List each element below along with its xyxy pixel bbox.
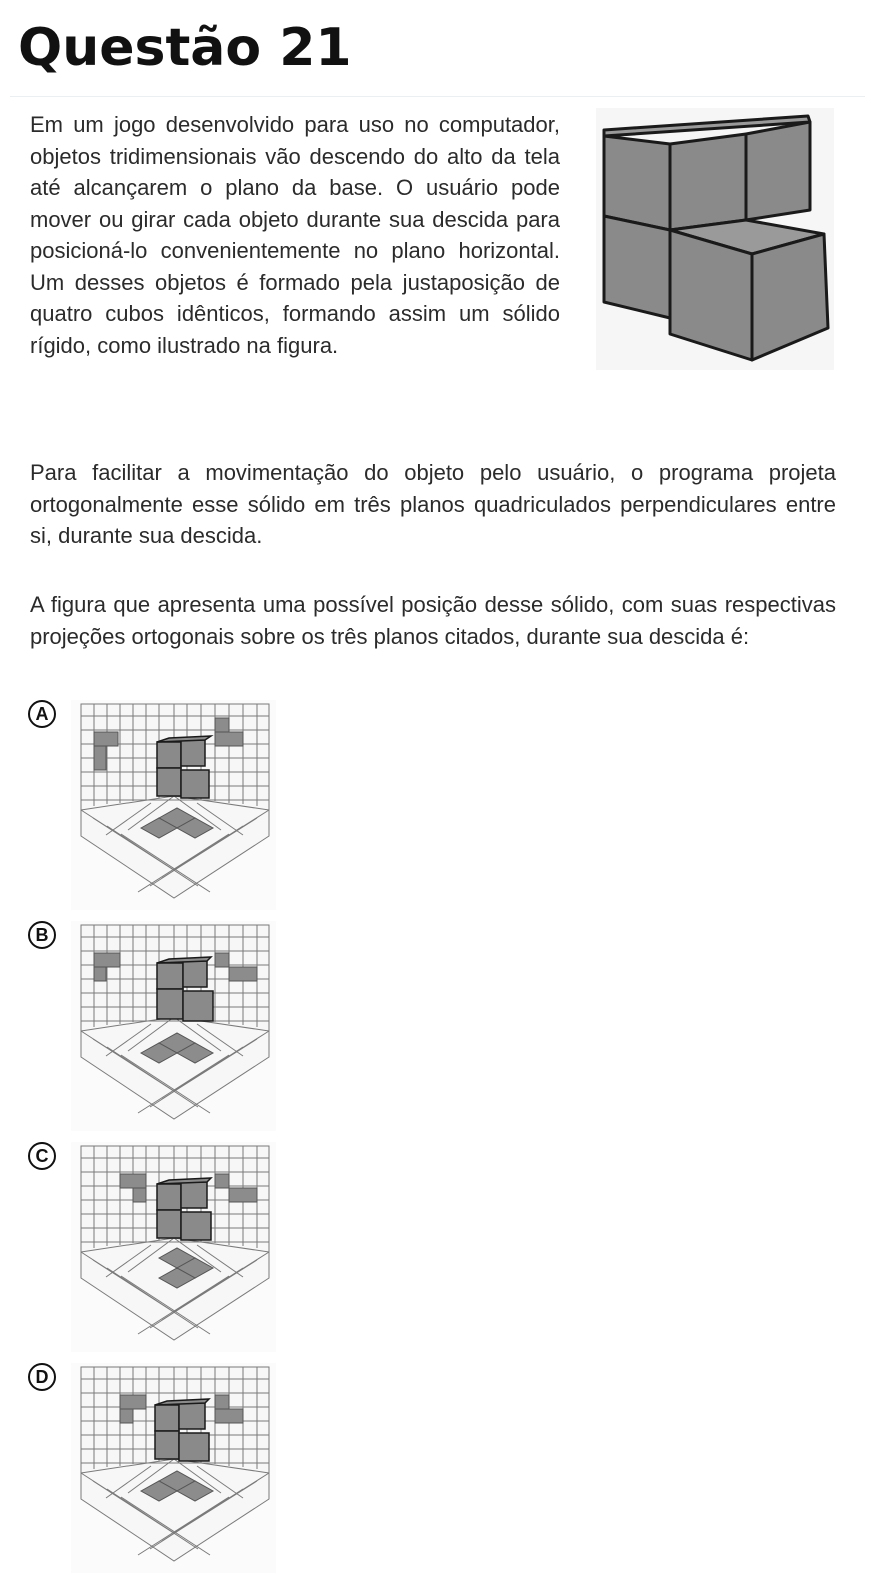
question-paragraph-3: A figura que apresenta uma possível posição desse sólido, com suas respectivas projeções ortogonais sobre os três planos citados, durante sua descida é: bbox=[30, 592, 836, 649]
title-divider bbox=[10, 96, 865, 97]
page-title: Questão 21 bbox=[18, 18, 352, 78]
option-d-figure[interactable] bbox=[71, 1363, 276, 1573]
question-paragraph-2: Para facilitar a movimentação do objeto pelo usuário, o programa projeta ortogonalmente esse sólido em três planos quadriculados perpendiculares entre si, durante sua descida. bbox=[30, 460, 836, 548]
option-a-figure[interactable] bbox=[71, 700, 276, 910]
cube-bottom-left-front bbox=[604, 216, 670, 318]
option-b-figure[interactable] bbox=[71, 921, 276, 1131]
option-c-figure[interactable] bbox=[71, 1142, 276, 1352]
option-c-letter[interactable]: C bbox=[28, 1142, 56, 1170]
option-b-letter[interactable]: B bbox=[28, 921, 56, 949]
cube-bottom-front bbox=[670, 230, 752, 360]
solid-figure bbox=[596, 108, 834, 370]
cube-top-side bbox=[746, 122, 810, 220]
question-paragraph-1: Em um jogo desenvolvido para uso no computador, objetos tridimensionais vão descendo do alto da tela até alcançarem o plano da base. O usuário pode mover ou girar cada objeto durante sua descida para posicioná-lo convenientemente no plano horizontal. Um desses objetos é formado pela justaposição de quatro cubos idênticos, formando assim um sólido rígido, como ilustrado na figura. bbox=[30, 112, 560, 358]
cube-top-left-front bbox=[604, 136, 670, 230]
option-d-letter[interactable]: D bbox=[28, 1363, 56, 1391]
cube-top-right-front bbox=[670, 134, 746, 230]
cube-bottom-side bbox=[752, 234, 828, 360]
option-a-letter[interactable]: A bbox=[28, 700, 56, 728]
